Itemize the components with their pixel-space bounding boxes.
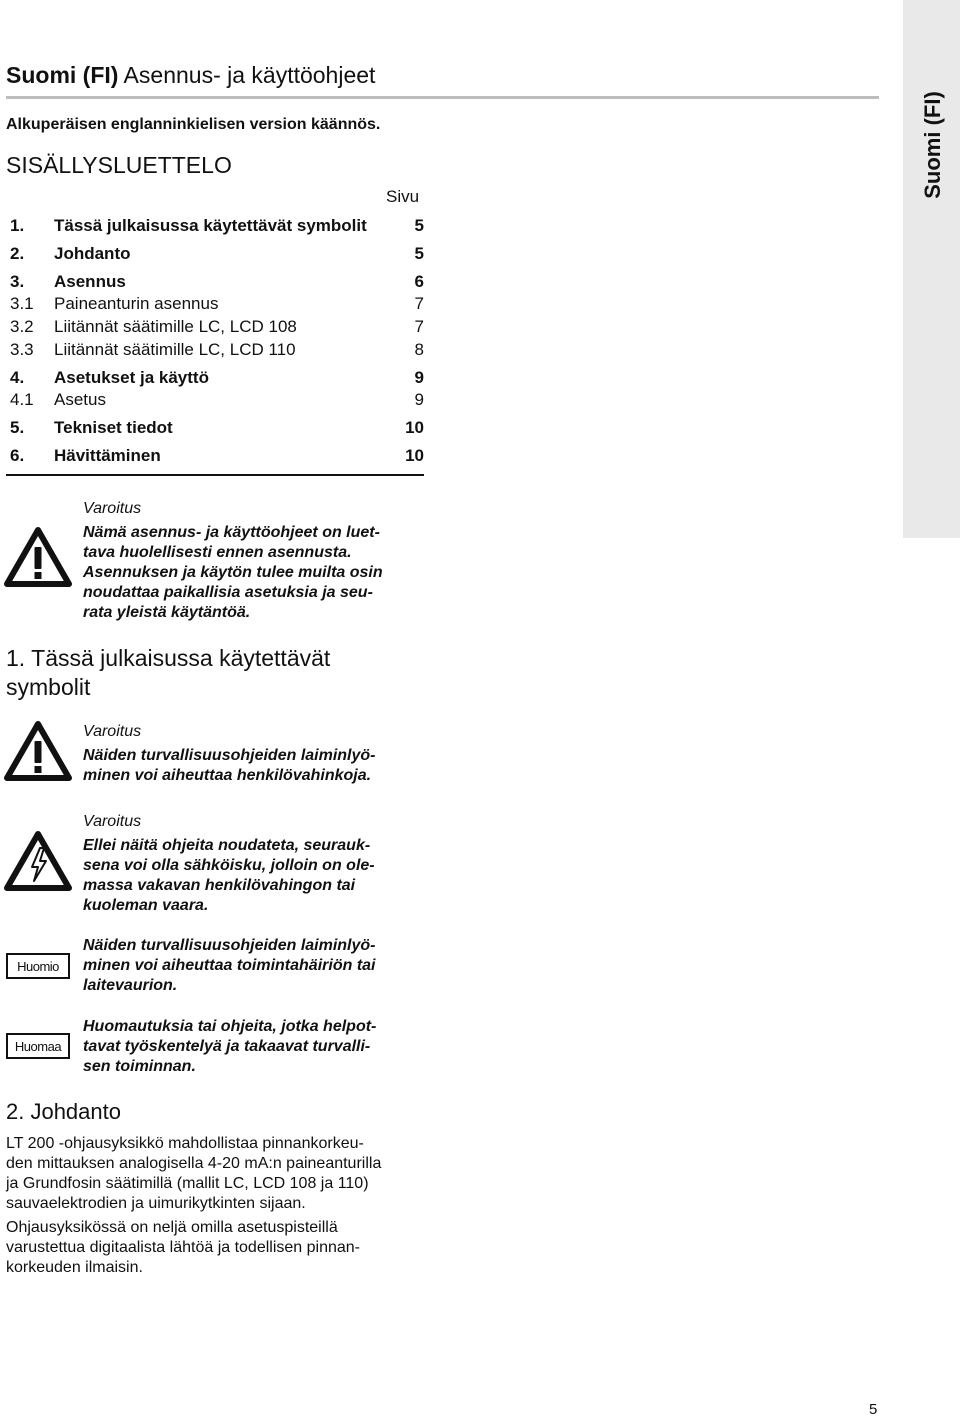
caution-notice xyxy=(83,936,376,996)
intro-warning xyxy=(83,499,383,623)
note-badge: Huomaa xyxy=(6,1033,70,1059)
caution-badge: Huomio xyxy=(6,953,70,979)
warning-text: Nämä asennus- ja käyttöohjeet on luet- tava huolellisesti ennen asennusta. Asennuksen ja käytön tulee muilta osin noudattaa paikallisia asetuksia ja seu- rata yleistä käytäntöä. xyxy=(83,524,383,621)
toc-row[interactable] xyxy=(10,418,424,440)
toc-row-label: Asennus xyxy=(54,272,126,291)
toc-row[interactable] xyxy=(10,294,424,316)
toc-row-number: 3.1 xyxy=(10,294,34,313)
toc-row-page: 7 xyxy=(414,317,424,336)
toc-row-page: 10 xyxy=(405,446,424,465)
side-tab-label-wrap xyxy=(918,90,948,200)
toc-row-page: 5 xyxy=(414,244,424,263)
toc-row-label: Tässä julkaisussa käytettävät symbolit xyxy=(54,216,367,235)
note-notice xyxy=(83,1017,376,1077)
toc-row-label: Hävittäminen xyxy=(54,446,161,465)
toc-row-page: 5 xyxy=(414,216,424,235)
toc-row-number: 2. xyxy=(10,244,25,263)
caution-text: Näiden turvallisuusohjeiden laiminlyö- minen voi aiheuttaa toimintahäiriön tai laitevaurion. xyxy=(83,937,376,994)
electric-warning xyxy=(83,812,375,916)
warning-text: Ellei näitä ohjeita noudateta, seurauk- sena voi olla sähköisku, jolloin on ole- massa vakavan henkilövahingon tai kuoleman vaara. xyxy=(83,837,375,914)
warning-label: Varoitus xyxy=(83,813,142,830)
toc-bottom-rule xyxy=(6,474,424,476)
toc-row-page: 9 xyxy=(414,368,424,387)
toc-title: SISÄLLYSLUETTELO xyxy=(6,152,232,178)
page-number: 5 xyxy=(869,1401,878,1418)
toc-row[interactable] xyxy=(10,272,424,294)
warning-label: Varoitus xyxy=(83,500,142,517)
toc-row[interactable] xyxy=(10,340,424,362)
toc-row[interactable] xyxy=(10,244,424,266)
paragraph: Ohjausyksikössä on neljä omilla asetuspisteillä varustettua digitaalista lähtöä ja todellisen pinnan- korkeuden ilmaisin. xyxy=(6,1219,361,1276)
note-text: Huomautuksia tai ohjeita, jotka helpot- tavat työskentelyä ja takaavat turvalli- sen toiminnan. xyxy=(83,1018,377,1075)
toc-row-label: Asetukset ja käyttö xyxy=(54,368,209,387)
toc-row[interactable] xyxy=(10,216,424,238)
toc-page-column-head: Sivu xyxy=(386,187,420,206)
toc-row-label: Liitännät säätimille LC, LCD 110 xyxy=(54,340,296,359)
toc-row-number: 5. xyxy=(10,418,25,437)
toc-row-page: 10 xyxy=(405,418,424,437)
toc-row-number: 6. xyxy=(10,446,25,465)
toc-row-label: Asetus xyxy=(54,390,106,409)
document-title xyxy=(6,62,375,89)
warning-label: Varoitus xyxy=(83,723,142,740)
toc-row-number: 3. xyxy=(10,272,25,291)
toc-row-number: 1. xyxy=(10,216,25,235)
warning-text: Näiden turvallisuusohjeiden laiminlyö- minen voi aiheuttaa henkilövahinkoja. xyxy=(83,747,376,784)
toc-row-label: Paineanturin asennus xyxy=(54,294,219,313)
toc-row-number: 4. xyxy=(10,368,25,387)
section-2-heading: 2. Johdanto xyxy=(6,1099,121,1124)
toc-row-label: Liitännät säätimille LC, LCD 108 xyxy=(54,317,297,336)
general-warning xyxy=(83,722,376,786)
toc-row-page: 7 xyxy=(414,294,424,313)
paragraph: LT 200 -ohjausyksikkö mahdollistaa pinnankorkeu- den mittauksen analogisella 4-20 mA:n paineanturilla ja Grundfosin säätimillä (mallit LC, LCD 108 ja 110) sauvaelektrodien ja uimurikytkinten sijaan. xyxy=(6,1135,382,1212)
toc-row-page: 6 xyxy=(414,272,424,291)
toc-row-label: Tekniset tiedot xyxy=(54,418,173,437)
electric-hazard-icon xyxy=(4,830,72,892)
side-language-tab xyxy=(903,0,960,538)
toc-row[interactable] xyxy=(10,390,424,412)
toc-row-number: 4.1 xyxy=(10,390,34,409)
toc-row-number: 3.2 xyxy=(10,317,34,336)
document-title-language: Suomi (FI) xyxy=(6,62,119,88)
toc-row-page: 9 xyxy=(414,390,424,409)
toc-row-page: 8 xyxy=(414,340,424,359)
toc-row-label: Johdanto xyxy=(54,244,131,263)
toc-row[interactable] xyxy=(10,446,424,468)
toc-row[interactable] xyxy=(10,317,424,339)
warning-triangle-icon xyxy=(4,720,72,782)
warning-triangle-icon xyxy=(4,526,72,588)
section-1-heading: 1. Tässä julkaisussa käytettävät symbolit xyxy=(6,645,331,700)
document-title-rest: Asennus- ja käyttöohjeet xyxy=(118,62,376,88)
document-subtitle: Alkuperäisen englanninkielisen version käännös. xyxy=(6,116,381,133)
toc-row[interactable] xyxy=(10,368,424,390)
header-rule xyxy=(6,96,879,99)
side-tab-label: Suomi (FI) xyxy=(920,91,946,199)
toc-row-number: 3.3 xyxy=(10,340,34,359)
